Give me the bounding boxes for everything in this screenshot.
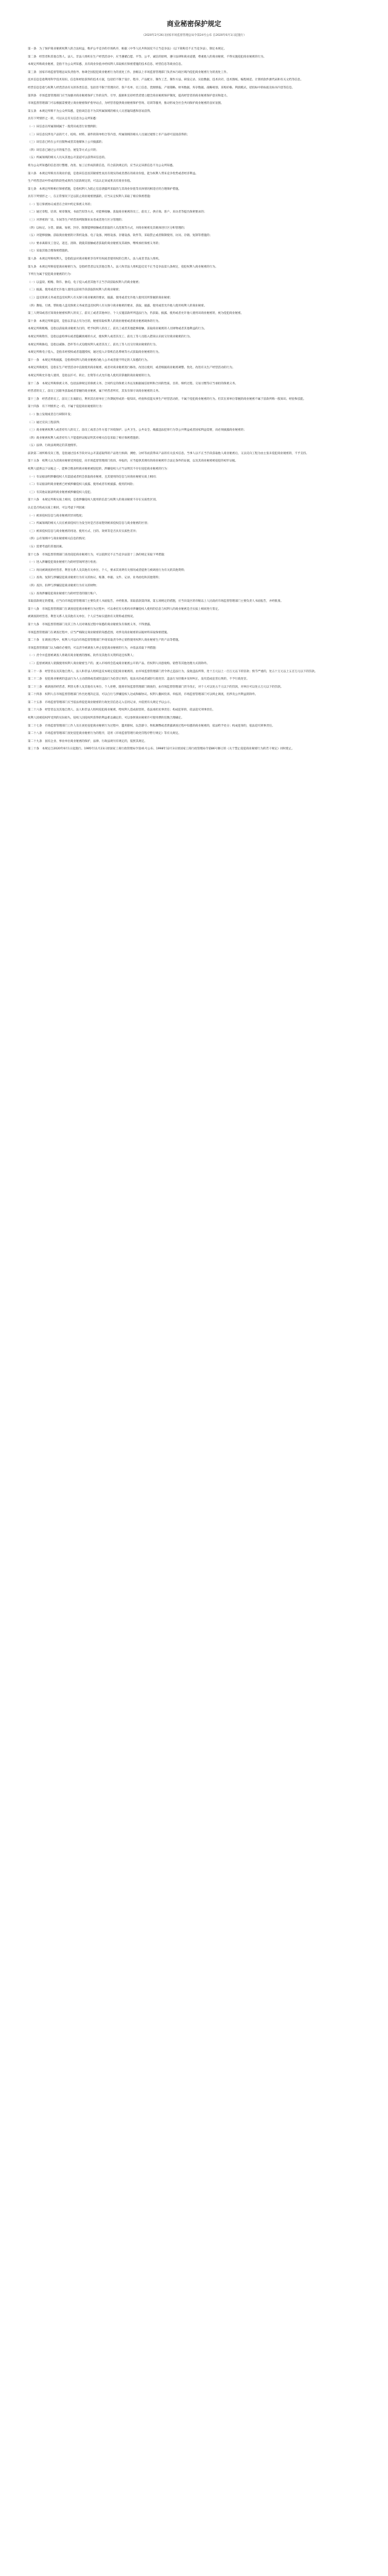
paragraph: （五）所属领域的相关人员从其他公开渠道可以获得该信息的。 [28, 156, 108, 160]
paragraph: 权利人提供以下证据之一，能够合理表明商业秘密被侵犯的，涉嫌侵权人应当证明其不存在侵犯商业秘密的行为： [28, 468, 170, 471]
paragraph: （三）违反保密义务或者违反权利人有关保守商业秘密的要求，披露、使用或者允许他人使用其所掌握的商业秘密； [28, 297, 173, 300]
paragraph: （二）所属领域的相关人员在被诉侵权行为发生时是否容易想到被诉侵权信息与商业秘密的区别； [28, 522, 150, 526]
paragraph: 第二十六条 经营者以及其他自然人、法人和非法人组织侵犯商业秘密，给权利人造成损害的，依法承担民事责任；构成犯罪的，依法追究刑事责任。 [28, 709, 216, 712]
paragraph: 经营信息是指与权利人经营活动有关的各类信息，包括但不限于管理诀窍、客户名单、员工信息、货源情报、产销策略、财务数据、库存数据、战略规划、采购价格、利润模式、招投标中的标底及标书内容等信息。 [28, 86, 295, 90]
paragraph: （三）有其他证据表明商业秘密被涉嫌侵权人侵犯。 [28, 490, 93, 494]
paragraph: （一）以盗窃、贿赂、欺诈、胁迫、电子侵入或者其他不正当手段获取权利人的商业秘密； [28, 280, 141, 284]
document-subtitle: （2020年2月26日国家市场监督管理总局令第24号公布 自2020年6月1日起施行） [141, 34, 247, 37]
paragraph: 第五条 本规定所称不为公众所知悉，是指该信息不为其所属领域的相关人员普遍知悉和容易获得。 [28, 109, 153, 113]
paragraph: 第三人明知或者应知商业秘密权利人的员工、前员工或者其他单位、个人实施前款所列违法行为，仍获取、披露、使用或者允许他人使用该商业秘密的，视为侵犯商业秘密。 [28, 312, 244, 316]
paragraph: 本规定所称欺诈，是指以虚构事实或者隐瞒真相的方式，使权利人或者其员工、前员工等人员陷入错误认识而交付商业秘密的行为。 [28, 335, 193, 339]
paragraph: 第二十七条 市场监督管理部门工作人员在查处侵犯商业秘密行为过程中，滥用职权、玩忽职守、徇私舞弊或者泄露调查过程中知悉的商业秘密的，依法给予处分；构成犯罪的，依法追究刑事责任。 [28, 724, 275, 728]
paragraph: 第三条 国家市场监督管理总局负责指导、协调全国侵犯商业秘密行为的查处工作。县级以上市场监督管理部门负责本行政区域内侵犯商业秘密行为的查处工作。 [28, 70, 230, 74]
document [0, 0, 388, 766]
paragraph: （五）需要考虑的其他因素。 [28, 545, 65, 549]
paragraph: （三）商业秘密权利人或者持有人的员工、前员工或者合作方基于环境保护、公共卫生、公共安全、揭露违法犯罪行为等公共利益或者国家利益需要，而必须披露商业秘密的； [28, 429, 247, 432]
paragraph: （三）被诉侵权信息与商业秘密的用途、使用方式、目的、效果等是否具有实质性差异； [28, 529, 139, 533]
paragraph: 采取前款规定的措施，应当向市场监督管理部门主要负责人书面报告，并经批准。采取前款第四项、第五项规定的措施，应当向设区的市级以上人民政府市场监督管理部门主要负责人书面报告，并经批准。 [28, 600, 284, 604]
paragraph: 本规定所称商业秘密，是指不为公众所知悉、具有商业价值并经权利人采取相应保密措施的技术信息、经营信息等商业信息。 [28, 63, 184, 67]
paragraph: 认定是否构成实质上相同，可以考虑下列因素： [28, 507, 88, 510]
paragraph: 第二十二条 侵犯商业秘密的违法行为人主动消除或者减轻违法行为危害后果的，依法从轻或者减轻行政处罚；违法行为轻微并及时纠正，没有造成危害后果的，不予行政处罚。 [28, 678, 250, 681]
paragraph: （一）被诉侵权信息与商业秘密的异同程度； [28, 514, 85, 518]
paragraph: （一）进入涉嫌侵犯商业秘密行为的经营场所进行检查； [28, 561, 99, 565]
paragraph: 第十五条 权利人认为其商业秘密受到侵犯，向市场监督管理部门投诉、举报的，应当提供其拥有的商业秘密符合法定条件的证据，以及其商业秘密被侵犯的初步证据。 [28, 460, 238, 463]
paragraph: 本规定所称使用，是指在生产经营活动中直接使用商业秘密，或者对商业秘密进行修改、改进后使用，或者根据商业秘密调整、优化、改进有关生产经营活动的行为。 [28, 366, 235, 370]
paragraph: （二）该信息仅涉及产品的尺寸、结构、材料、部件的简单组合等内容，所属领域的相关人员通过观察上市产品即可直接获得的； [28, 133, 190, 137]
paragraph: 第四条 市场监督管理部门应当加强对商业秘密保护工作的宣传、引导，鼓励和支持经营者建立健全商业秘密保护制度，提高经营者的商业秘密保护意识和能力。 [28, 94, 230, 98]
paragraph: （二）通过反向工程获得； [28, 421, 62, 424]
paragraph: 第十二条 本规定所称保密义务，包括法律规定的保密义务、合同约定的保密义务以及根据诚信原则和合同的性质、目的、缔约过程、交易习惯等应当承担的保密义务。 [28, 382, 238, 385]
paragraph: 前款第二项所称反向工程，是指通过技术手段对从公开渠道取得的产品进行拆卸、测绘、分析等而获得该产品的有关技术信息。当事人以不正当手段获取他人商业秘密后，又以反向工程为由主张未侵犯商业秘密的，不予支持。 [28, 452, 309, 455]
paragraph: 被调查的经营者、利害关系人及其他有关单位、个人应当如实提供有关资料或者情况。 [28, 615, 136, 619]
paragraph: （一）有证据表明涉嫌侵权人有渠道或者机会获取商业秘密，且其使用的信息与该商业秘密实质上相同； [28, 475, 159, 479]
paragraph: 本规定所称胁迫，是指以威胁、恐吓等方式迫使权利人或者其员工、前员工等人员交付商业秘密的行为。 [28, 343, 159, 347]
paragraph: （五）查询涉嫌侵犯商业秘密行为的经营者的银行账户。 [28, 592, 99, 596]
paragraph: 具有下列情形之一的，可以认定有关信息为公众所知悉： [28, 117, 99, 121]
paragraph: 第二十九条 国有企业、事业单位商业秘密的保护，法律、行政法规另有规定的，依照其规定。 [28, 739, 147, 743]
paragraph: （一）责令并监督被调查人将载有商业秘密的图纸、软件及其他有关资料返还权利人； [28, 654, 136, 658]
paragraph: 第十三条 经营者的员工、前员工在离职后，利用其在原单位工作期间形成的一般知识、经验和技能从事生产经营活动的，不属于侵犯商业秘密的行为。但其在原单位掌握的商业秘密不属于前款所称一般知识、经验和技能。 [28, 397, 306, 401]
paragraph: 第七条 本规定所称相应保密措施，是指权利人为防止信息泄露所采取的与其商业价值等具体情况相适应的合理保护措施。 [28, 187, 182, 191]
paragraph: 市场监督管理部门可以根据需要建立商业秘密保护指导站点，为经营者提供商业秘密保护咨询、培训等服务，推动形成全社会共同保护商业秘密的良好氛围。 [28, 102, 224, 106]
paragraph: （一）签订保密协议或者在合同中约定保密义务的； [28, 203, 93, 206]
paragraph: 第二十条 在调查过程中，权利人可以向市场监督管理部门申请采取责令停止销售使用权利人商业秘密生产的产品等措施。 [28, 639, 182, 642]
paragraph: 具有下列情形之一，在正常情况下足以防止商业秘密泄露的，应当认定权利人采取了相应保密措施： [28, 195, 153, 199]
paragraph: 第二条 经营者和其他自然人、法人、非法人组织在生产经营活动中，应当遵循自愿、平等、公平、诚信的原则，遵守法律和商业道德，尊重他人的商业秘密，不得实施侵犯商业秘密的行为。 [28, 55, 266, 59]
paragraph: 经营者的员工、前员工因职务获取或者掌握的商业秘密，属于经营者所有，其负有保守该商业秘密的义务。 [28, 390, 161, 394]
paragraph: （七）采取其他合理保密措施的。 [28, 250, 70, 253]
page-title: 商业秘密保护规定 [167, 20, 221, 28]
paragraph: 第二十四条 权利人在市场监督管理部门作出处理决定前，可以自行与涉嫌侵权人达成和解协议。权利人撤回投诉、举报的，市场监督管理部门可以终止调查，但涉及公共利益的除外。 [28, 693, 258, 697]
paragraph: （三）查询、复制与涉嫌侵犯商业秘密行为有关的协议、账簿、单据、文件、记录、业务函电和其他资料； [28, 576, 161, 580]
paragraph: 权利人因被侵权所受到的实际损失、侵权人因侵权所获得的利益难以确定的，可以参照商业秘密许可使用费的倍数合理确定。 [28, 717, 184, 720]
paragraph: 将为公众所知悉的信息进行整理、改进、加工后形成的新信息，符合前款规定的，应当认定该新信息不为公众所知悉。 [28, 164, 175, 167]
paragraph: （一）该信息在所属领域属于一般常识或者行业惯例的； [28, 125, 99, 128]
paragraph: （三）对涉密的厂房、车间等生产经营场所限制来访者或者进行区分管理的； [28, 219, 125, 222]
paragraph: 第十八条 市场监督管理部门在调查侵犯商业秘密行为过程中，可以委托有关机构对涉嫌侵权人使用的信息与权利人的商业秘密是否实质上相同进行鉴定。 [28, 607, 221, 611]
paragraph: 第二十一条 经营者以及其他自然人、法人和非法人组织违反本规定侵犯商业秘密的，由市场监督管理部门责令停止违法行为，没收违法所得，处十万元以上一百万元以下的罚款；情节严重的，处五十万元以上五百万元以下的罚款。 [28, 670, 318, 673]
paragraph: （二）询问被调查的经营者、利害关系人及其他有关单位、个人，要求其说明有关情况或者提供与被调查行为有关的其他资料； [28, 568, 187, 572]
paragraph: 第十九条 市场监督管理部门及其工作人员对调查过程中知悉的商业秘密负有保密义务，不得泄露。 [28, 623, 153, 626]
paragraph: 第六条 本规定所称具有商业价值，是指该信息因其秘密性而具有现实的或者潜在的商业价值，能为权利人带来竞争优势或者经济利益。 [28, 172, 198, 175]
paragraph: 下列行为属于侵犯商业秘密的行为： [28, 273, 74, 277]
paragraph: （五）对能够接触、获取商业秘密的计算机设备、电子设备、网络设备、存储设备、软件等，采取禁止或者限制使用、访问、存储、复制等措施的； [28, 234, 213, 238]
paragraph: （四）以标记、分类、隔离、加密、封存、限制能够接触或者获取的人员范围等方式，对商业秘密及其载体进行区分和管理的； [28, 226, 187, 230]
paragraph: 第十四条 有下列情形之一的，不属于侵犯商业秘密的行为： [28, 405, 105, 409]
paragraph: 第十一条 本规定所称披露，是指将权利人的商业秘密向他人公开或者使不特定的人知悉的行为。 [28, 358, 150, 362]
paragraph: （一）独立发现或者自行研制开发； [28, 413, 74, 416]
paragraph: 第二十三条 被调查的经营者、利害关系人及其他有关单位、个人拒绝、阻碍市场监督管理部门调查的，由市场监督管理部门责令改正，对个人可以处五千元以下的罚款，对单位可以处五万元以下的罚款。 [28, 685, 284, 689]
paragraph: （四）公有领域中与商业秘密相关信息的情况； [28, 537, 88, 541]
paragraph: 生产经营活动中形成的阶段性成果符合前款规定的，可以认定该成果具有商业价值。 [28, 180, 133, 183]
paragraph: 市场监督管理部门认为确有必要的，可以责令被调查人停止侵犯商业秘密的行为，并依法采取下列措施： [28, 646, 159, 650]
paragraph: （五）法律、行政法规规定的其他情形。 [28, 444, 79, 448]
paragraph: （四）教唆、引诱、帮助他人违反保密义务或者违反权利人有关保守商业秘密的要求，获取、披露、使用或者允许他人使用权利人的商业秘密。 [28, 304, 207, 308]
paragraph: （四）商业秘密权利人或者持有人不能提供证据证明其对相关信息采取了相应保密措施的； [28, 436, 141, 440]
paragraph: 市场监督管理部门在调查过程中，应当严格限定商业秘密的知悉范围，对涉及商业秘密的证据材料采取保密措施。 [28, 631, 170, 634]
paragraph: 第十条 本规定所称盗窃，是指以非法占有为目的，秘密窃取权利人的商业秘密或者商业秘密载体的行为。 [28, 319, 161, 323]
paragraph: 本规定所称贿赂，是指以获取商业秘密为目的，给予权利人的员工、前员工或者其他能够接触、获取商业秘密的人员财物或者其他利益的行为。 [28, 327, 207, 331]
paragraph: （四）该信息已通过公开的报告会、展览等方式公开的； [28, 148, 99, 152]
paragraph: 第十六条 本规定所称实质上相同，是指涉嫌侵权人使用的信息与权利人的商业秘密不存在实质性区别。 [28, 499, 159, 502]
paragraph: 第二十八条 市场监督管理部门查处侵犯商业秘密行为的程序，适用《市场监督管理行政处罚程序暂行规定》等有关规定。 [28, 732, 182, 736]
paragraph: （二）有证据表明商业秘密已经被涉嫌侵权人披露、使用或者有被披露、使用的风险； [28, 483, 136, 487]
paragraph: （四）查封、扣押与涉嫌侵犯商业秘密行为有关的财物； [28, 584, 99, 587]
paragraph: （六）要求离职员工登记、返还、清除、销毁其接触或者获取的商业秘密及其载体，继续承担保密义务的； [28, 242, 161, 245]
paragraph: 第八条 本规定所称权利人，是指依法对商业秘密享有所有权或者使用权的自然人、法人或者非法人组织。 [28, 258, 161, 261]
paragraph: 第九条 本规定所称侵犯商业秘密行为，是指经营者以及其他自然人、法人和非法人组织违反反不正当竞争法第九条规定，侵犯权利人商业秘密的行为。 [28, 265, 218, 269]
paragraph: 第二十五条 市场监督管理部门应当依法将侵犯商业秘密的行政处罚信息记入信用记录，并依照有关规定予以公示。 [28, 701, 173, 704]
paragraph: 第一条 为了保护商业秘密权利人的合法权益，维护公平竞争的市场秩序，根据《中华人民共和国反不正当竞争法》（以下简称反不正当竞争法），制定本规定。 [28, 48, 227, 51]
paragraph: 本规定所称电子侵入，是指未经授权或者超越授权，通过侵入计算机信息系统等方式获取商业秘密的行为。 [28, 351, 161, 355]
paragraph: （二）通过章程、培训、规章制度、书面告知等方式，对能够接触、获取商业秘密的员工、前员工、供应商、客户、来访者等提出保密要求的； [28, 211, 207, 214]
paragraph: 技术信息是指利用科学技术知识、信息和经验获得的技术方案，包括但不限于设计、程序、产品配方、制作工艺、制作方法、研发记录、实验数据、技术诀窍、技术图纸、编程规范、计算机软件源代码和有关文档等信息。 [28, 78, 303, 82]
document-body [22, 46, 366, 754]
paragraph: （三）该信息已经在公开出版物或者其他媒体上公开披露的； [28, 141, 105, 145]
paragraph: 本规定所称允许他人使用，是指以许可、转让、出资等方式允许他人使用其掌握的商业秘密的行为。 [28, 374, 153, 377]
paragraph: （二）监督被调查人销毁使用权利人商业秘密生产的、流入市场将会造成商业秘密公开的产品。但权利人同意收购、销售等其他处理方式的除外。 [28, 662, 210, 665]
paragraph: 第十七条 市场监督管理部门查处侵犯商业秘密行为，可以依照反不正当竞争法第十三条的规定采取下列措施： [28, 553, 167, 557]
paragraph: 第三十条 本规定自2020年6月1日起施行。1995年11月23日原国家工商行政管理局令第41号公布、1998年12月3日原国家工商行政管理局令第86号修订的《关于禁止侵犯商业秘密行为的若干规定》同时废止。 [28, 747, 295, 751]
paragraph: （二）披露、使用或者允许他人使用以前项手段获取的权利人的商业秘密； [28, 288, 122, 292]
